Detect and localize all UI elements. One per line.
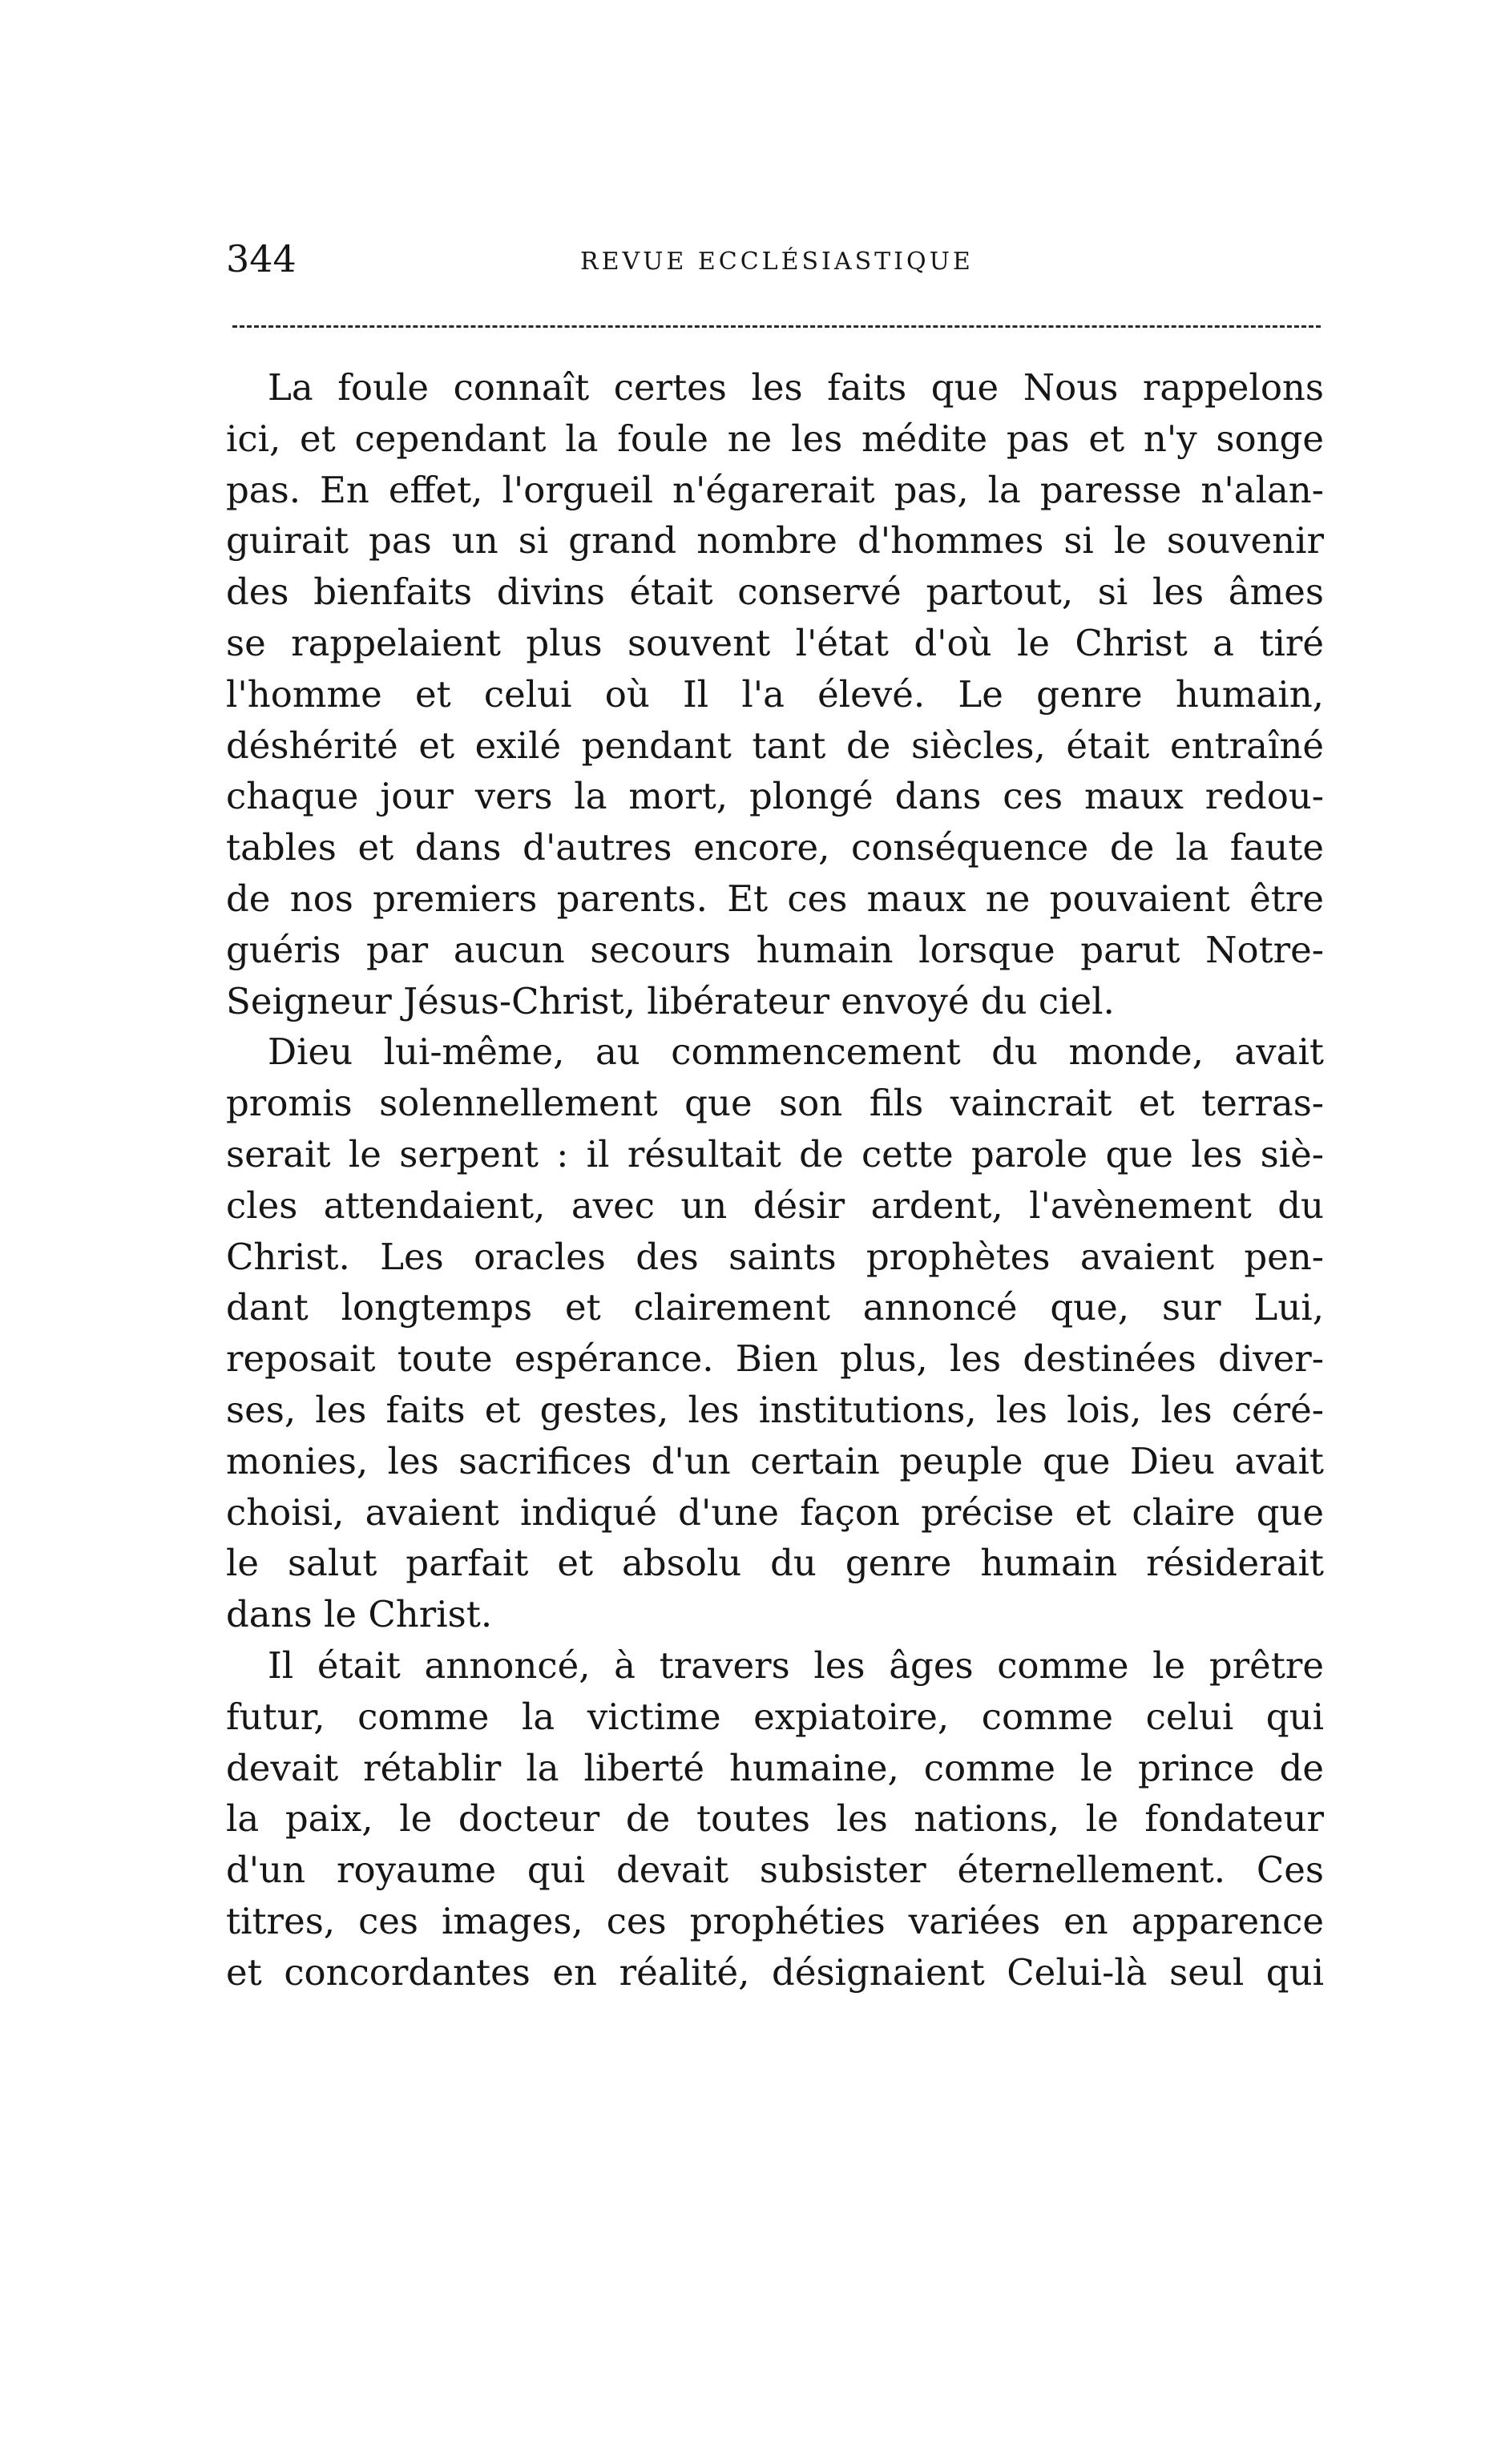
text-line: titres, ces images, ces prophéties variées en apparence (226, 1899, 1324, 1942)
text-line: dans le Christ. (226, 1593, 493, 1636)
text-line: se rappelaient plus souvent l'état d'où le Christ a tiré (226, 621, 1324, 664)
text-line: devait rétablir la liberté humaine, comme le prince de (226, 1746, 1324, 1789)
text-line: reposait toute espérance. Bien plus, les destinées diver- (226, 1337, 1324, 1381)
text-line: Il était annoncé, à travers les âges comme le prêtre (268, 1643, 1324, 1687)
text-line: chaque jour vers la mort, plongé dans ces maux redou- (226, 775, 1324, 818)
text-line: dant longtemps et clairement annoncé que, sur Lui, (226, 1286, 1324, 1329)
header-rule (232, 325, 1321, 328)
text-line: futur, comme la victime expiatoire, comme celui qui (226, 1695, 1324, 1738)
text-line: des bienfaits divins était conservé partout, si les âmes (226, 571, 1324, 614)
text-line: Seigneur Jésus-Christ, libérateur envoyé du ciel. (226, 979, 1115, 1022)
text-line: La foule connaît certes les faits que Nous rappelons (268, 366, 1324, 409)
text-line: monies, les sacrifices d'un certain peuple que Dieu avait (226, 1439, 1324, 1482)
text-line: choisi, avaient indiqué d'une façon précise et claire que (226, 1490, 1324, 1534)
text-line: déshérité et exilé pendant tant de siècles, était entraîné (226, 724, 1324, 767)
text-line: Christ. Les oracles des saints prophètes avaient pen- (226, 1235, 1324, 1278)
text-line: Dieu lui-même, au commencement du monde, avait (268, 1030, 1324, 1074)
text-line: l'homme et celui où Il l'a élevé. Le genre humain, (226, 672, 1324, 716)
text-line: et concordantes en réalité, désignaient Celui-là seul qui (226, 1950, 1324, 1994)
text-line: ses, les faits et gestes, les institutions, les lois, les céré- (226, 1388, 1324, 1431)
body-text (226, 362, 1324, 1998)
text-line: d'un royaume qui devait subsister éternellement. Ces (226, 1849, 1324, 1892)
text-line: cles attendaient, avec un désir ardent, l'avènement du (226, 1184, 1324, 1227)
text-line: promis solennellement que son fils vaincrait et terras- (226, 1082, 1324, 1125)
running-head: REVUE ECCLÉSIASTIQUE (580, 248, 974, 276)
text-line: tables et dans d'autres encore, conséquence de la faute (226, 826, 1324, 869)
text-line: pas. En effet, l'orgueil n'égarerait pas, la paresse n'alan- (226, 468, 1324, 511)
text-line: ici, et cependant la foule ne les médite pas et n'y songe (226, 417, 1324, 460)
text-line: guéris par aucun secours humain lorsque parut Notre- (226, 928, 1324, 971)
page-number: 344 (226, 237, 297, 280)
text-line: de nos premiers parents. Et ces maux ne pouvaient être (226, 877, 1324, 920)
text-line: guirait pas un si grand nombre d'hommes si le souvenir (226, 519, 1324, 563)
text-line: la paix, le docteur de toutes les nations, le fondateur (226, 1797, 1324, 1841)
text-line: le salut parfait et absolu du genre humain résiderait (226, 1542, 1324, 1585)
text-line: serait le serpent : il résultait de cette parole que les siè- (226, 1132, 1324, 1176)
